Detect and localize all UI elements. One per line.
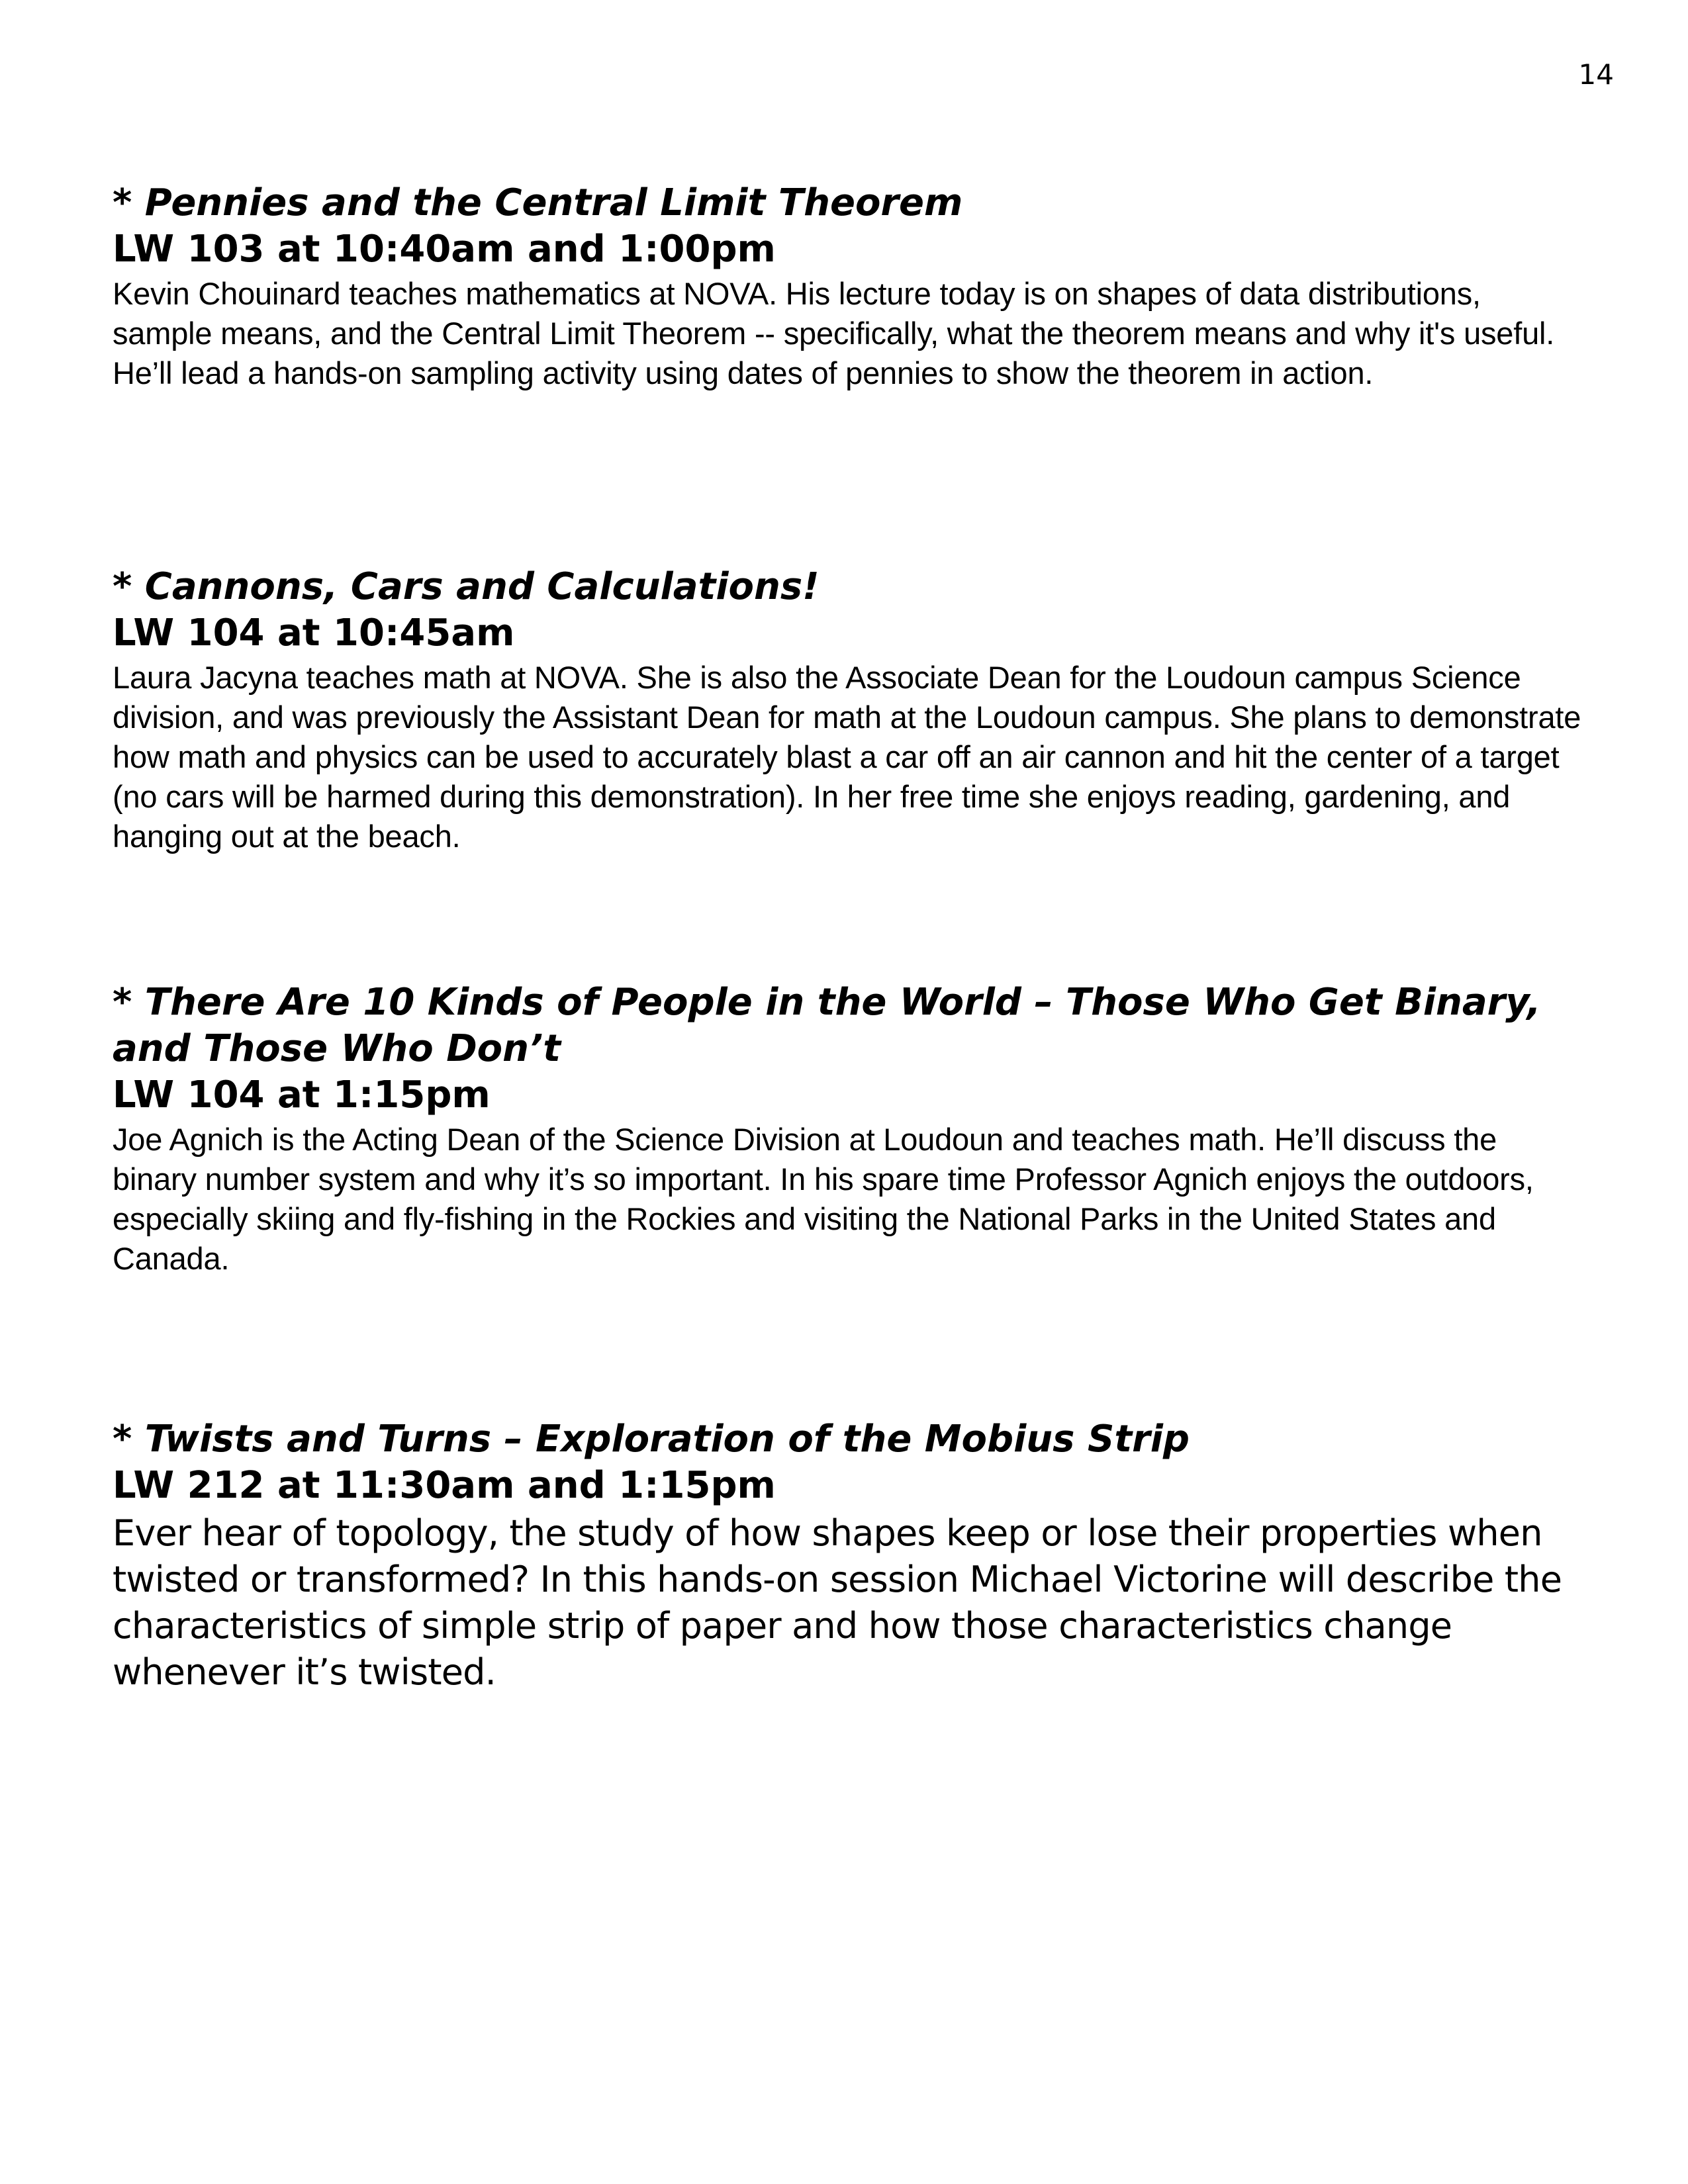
session-location-time: LW 104 at 1:15pm [113,1073,491,1116]
session-title: * Pennies and the Central Limit Theorem [113,181,963,224]
session-location-time: LW 104 at 10:45am [113,612,515,655]
session-description: Laura Jacyna teaches math at NOVA. She is also the Associate Dean for the Loudoun campus Science division, and was previously the Assistant Dean for math at the Loudoun campus. She plans to demonstrate how math and physics can be used to accurately blast a car off an air cannon and hit the center of a target (no cars will be harmed during this demonstration). In her free time she enjoys reading, gardening, and hanging out at the beach. [113,660,1581,854]
session-cannons-cars-calculations [113,564,1582,856]
session-description: Kevin Chouinard teaches mathematics at NOVA. His lecture today is on shapes of data distributions, sample means, and the Central Limit Theorem -- specifically, what the theorem means and why it's useful. He’ll lead a hands-on sampling activity using dates of pennies to show the theorem in action. [113,276,1555,390]
session-description: Ever hear of topology, the study of how shapes keep or lose their properties when twisted or transformed? In this hands-on session Michael Victorine will describe the characteristics of simple strip of paper and how those characteristics change whenever it’s twisted. [113,1512,1562,1693]
session-title: * Twists and Turns – Exploration of the Mobius Strip [113,1418,1190,1461]
session-title: * Cannons, Cars and Calculations! [113,565,820,608]
page-number: 14 [1578,58,1614,91]
session-pennies-central-limit-theorem [113,180,1582,393]
session-location-time: LW 103 at 10:40am and 1:00pm [113,228,776,271]
session-title: * There Are 10 Kinds of People in the World – Those Who Get Binary, and Those Who Don’t [113,981,1541,1070]
session-location-time: LW 212 at 11:30am and 1:15pm [113,1464,776,1507]
session-description: Joe Agnich is the Acting Dean of the Science Division at Loudoun and teaches math. He’ll discuss the binary number system and why it’s so important. In his spare time Professor Agnich enjoys the outdoors, especially skiing and fly-fishing in the Rockies and visiting the National Parks in the United States and Canada. [113,1122,1534,1276]
session-mobius-strip [113,1416,1582,1696]
session-binary-people [113,979,1582,1279]
